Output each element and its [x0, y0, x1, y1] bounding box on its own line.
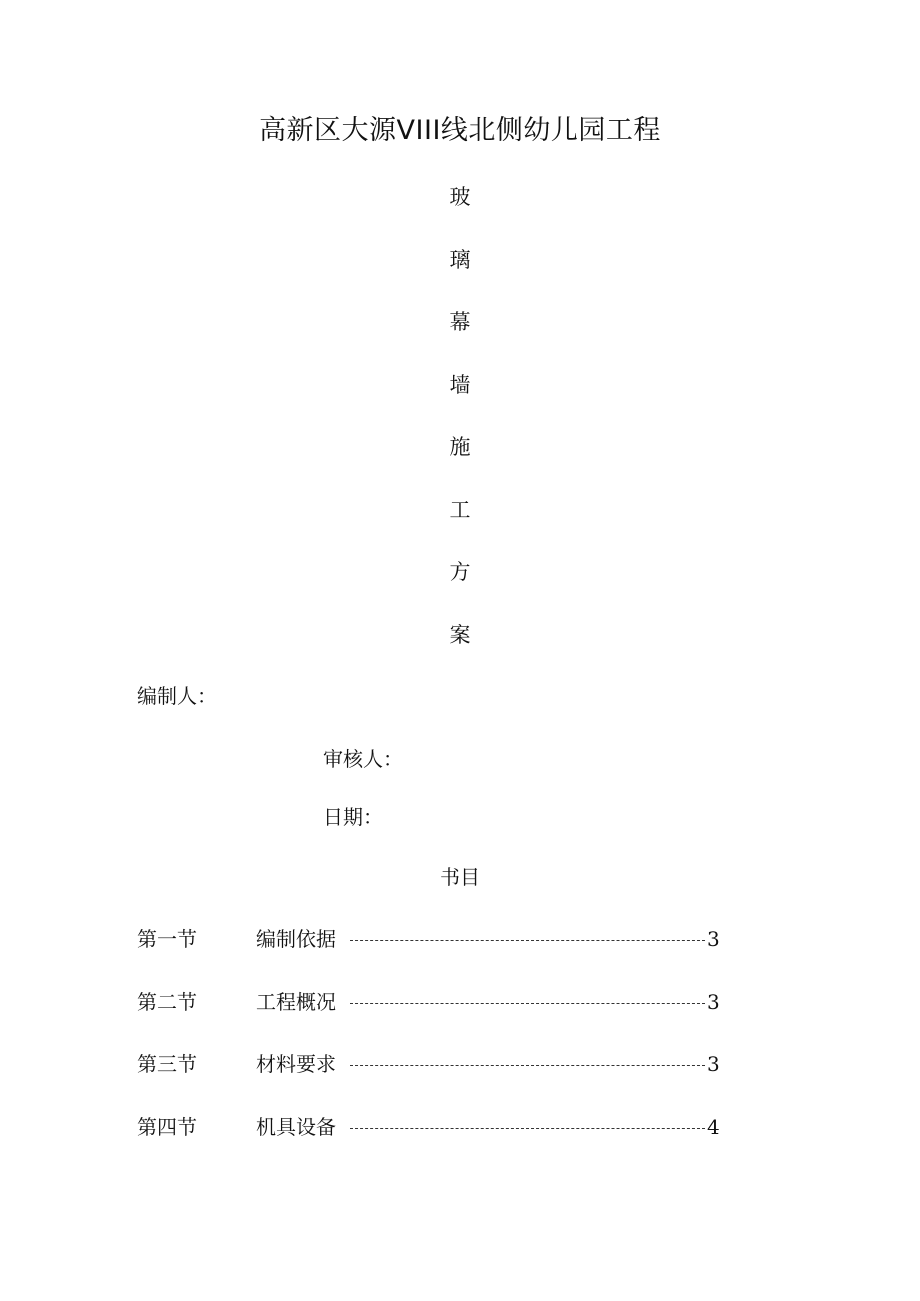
subtitle-char: 玻 — [449, 185, 471, 209]
toc-section-number: 第四节 — [137, 1115, 197, 1139]
subtitle-char: 幕 — [449, 310, 471, 334]
toc-page-number: 3 — [707, 990, 720, 1014]
toc-leader — [350, 1065, 705, 1066]
toc-page-number: 4 — [707, 1115, 720, 1139]
reviewer-label: 审核人： — [323, 747, 403, 771]
subtitle-char: 璃 — [449, 248, 471, 272]
subtitle-char: 方 — [449, 560, 471, 584]
toc-leader — [350, 1003, 705, 1004]
toc-page-number: 3 — [707, 927, 720, 951]
toc-section-name: 材料要求 — [256, 1052, 336, 1076]
toc-heading: 书目 — [440, 865, 480, 889]
document-title: 高新区大源VIII线北侧幼儿园工程 — [259, 115, 661, 146]
subtitle-char: 墙 — [449, 373, 471, 397]
toc-entry — [137, 925, 737, 953]
compiler-label: 编制人： — [137, 684, 217, 708]
toc-section-number: 第三节 — [137, 1052, 197, 1076]
toc-leader — [350, 1128, 705, 1129]
toc-entry — [137, 988, 737, 1016]
toc-section-name: 机具设备 — [256, 1115, 336, 1139]
toc-section-name: 工程概况 — [256, 990, 336, 1014]
toc-section-number: 第二节 — [137, 990, 197, 1014]
toc-entry — [137, 1050, 737, 1078]
toc-section-number: 第一节 — [137, 927, 197, 951]
toc-page-number: 3 — [707, 1052, 720, 1076]
toc-entry — [137, 1113, 737, 1141]
subtitle-char: 案 — [449, 623, 471, 647]
date-label: 日期： — [323, 805, 383, 829]
toc-leader — [350, 940, 705, 941]
toc-section-name: 编制依据 — [256, 927, 336, 951]
subtitle-char: 工 — [449, 498, 471, 522]
subtitle-char: 施 — [449, 435, 471, 459]
